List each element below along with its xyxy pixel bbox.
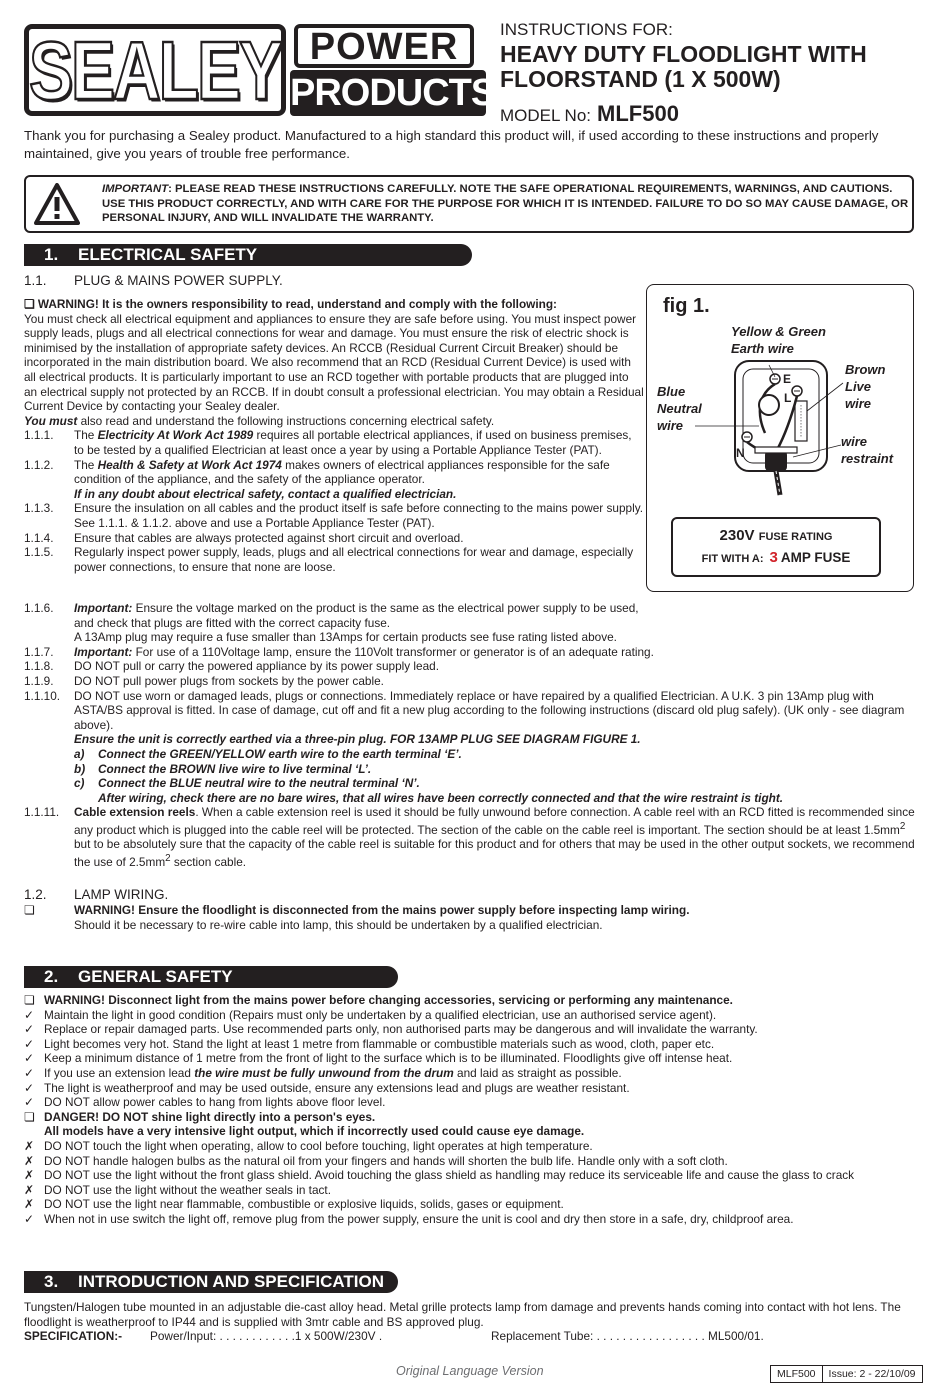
- safety-list-item: [24, 1124, 924, 1139]
- section-2-title: GENERAL SAFETY: [78, 967, 233, 986]
- owner-warning: ❏ WARNING! It is the owners responsibility to read, understand and comply with the following:: [24, 297, 557, 311]
- fit-with-text: FIT WITH A:: [701, 553, 764, 565]
- important-label: Important:: [74, 601, 133, 615]
- subsection-number: 1.2.: [24, 887, 47, 902]
- safety-list-item: [24, 1051, 924, 1066]
- safety-marker-icon: ✗: [24, 1182, 34, 1197]
- item-text: Ensure the insulation on all cables and the product itself is safe before connecting to the mains power supply. See 1.1.1. & 1.1.2. above and use a Portable Appliance Tester (PAT).: [74, 501, 643, 530]
- important-notice: [24, 175, 914, 233]
- fuse-amp-value: 3: [769, 549, 778, 566]
- subsection-number: 1.1.: [24, 273, 47, 288]
- item-text: . When a cable extension reel is used it should be fully unwound before connection. A cable reel with an RCD fitted is recommended since any product which is plugged into the cable reel will be protected. The section of the cable on the cable reel is important. The section should be at least 1.5mm: [74, 805, 915, 837]
- logo-power-text: POWER: [294, 24, 474, 68]
- safety-list-item: [24, 1168, 924, 1183]
- safety-list-item: [24, 1081, 924, 1096]
- issue-box: [770, 1365, 923, 1383]
- item-text: DO NOT pull power plugs from sockets by the power cable.: [74, 673, 384, 688]
- item-text: requires all portable electrical appliances, if used on business premises, to be tested by a qualified Electrician at least once a year by using a Portable Appliance Tester (PAT).: [74, 428, 632, 457]
- safety-item-text: Keep a minimum distance of 1 metre from the front of light to the surface which is to be illuminated. Floodlights give off intense heat.: [44, 1051, 733, 1066]
- model-label: MODEL No:: [500, 106, 592, 125]
- safety-marker-icon: ✗: [24, 1153, 34, 1168]
- title-line-1: HEAVY DUTY FLOODLIGHT WITH: [500, 41, 867, 67]
- item-1-1-8: [24, 659, 924, 674]
- fuse-rating-line: [673, 527, 879, 544]
- safety-list-item: [24, 1139, 924, 1154]
- safety-marker-icon: ✓: [24, 1051, 34, 1066]
- safety-list-item: [24, 1066, 924, 1081]
- specification-line: [24, 1329, 904, 1344]
- item-1-1-3: [24, 501, 644, 530]
- cable-reels-label: Cable extension reels: [74, 805, 196, 820]
- safety-list-item: [24, 993, 924, 1008]
- safety-item-text: The light is weatherproof and may be used outside, ensure any extensions lead and plugs are weather resistant.: [44, 1080, 630, 1095]
- section-3-heading: [24, 1271, 398, 1293]
- section-3-number: 3.: [44, 1272, 59, 1291]
- safety-list-item: [24, 1197, 924, 1212]
- specification-body: [24, 1300, 904, 1344]
- item-text: The: [74, 457, 98, 472]
- safety-item-text: All models have a very intensive light output, which if incorrectly used could cause eye damage.: [44, 1124, 585, 1139]
- item-text: Ensure the unit is correctly earthed via a three-pin plug. FOR 13AMP PLUG SEE DIAGRAM FIGURE 1.: [74, 732, 641, 747]
- safety-item-text: Replace or repair damaged parts. Use recommended parts only, non authorised parts may be dangerous and will invalidate the warranty.: [44, 1022, 758, 1037]
- item-1-1-11: [24, 805, 924, 869]
- safety-item-text: DO NOT allow power cables to hang from lights above floor level.: [44, 1095, 386, 1110]
- safety-marker-icon: ✓: [24, 1065, 34, 1080]
- safety-marker-icon: ✓: [24, 1022, 34, 1037]
- important-label: Important:: [74, 644, 133, 659]
- specification-label: [24, 1329, 122, 1344]
- spec-replacement-tube: Replacement Tube: . . . . . . . . . . . . . . . . . ML500/01.: [491, 1329, 764, 1344]
- item-key: 1.1.7.: [24, 644, 54, 659]
- step-text: Connect the BLUE neutral wire to the neutral terminal ‘N’.: [98, 776, 420, 791]
- safety-list-item: [24, 1022, 924, 1037]
- neutral-wire-label: Blue Neutral wire: [657, 384, 702, 433]
- section-2-heading: [24, 966, 398, 988]
- safety-list-item: [24, 1037, 924, 1052]
- spec-label-text: SPECIFICATION: [24, 1329, 115, 1344]
- intro-text: Thank you for purchasing a Sealey product. Manufactured to a high standard this product will, if used according to these instructions and properly maintained, give you years of trouble free performance.: [24, 128, 879, 161]
- safety-list-item: [24, 1183, 924, 1198]
- warning-box-icon: ❏: [24, 903, 35, 917]
- fuse-rating-text: FUSE RATING: [758, 531, 833, 543]
- safety-marker-icon: ✓: [24, 1095, 34, 1110]
- safety-list-item: [24, 1110, 924, 1125]
- item-key: 1.1.3.: [24, 501, 54, 516]
- safety-item-text: DO NOT use the light without the weather seals in tact.: [44, 1182, 331, 1197]
- terminal-n-label: N: [736, 446, 745, 460]
- electrical-check-paragraph: You must check all electrical equipment and appliances to ensure they are safe before using. You must inspect power supply leads, plugs and all electrical connections for wear and damage. You must ensure the risk of electric shock is minimised by the installation of appropriate safety devices. An RCCB (Residual Current Circuit Breaker) should be incorporated in the main distribution board. We also recommend that an RCD (Residual Current Device) is used with all electrical products. It is particularly important to use an RCD together with portable products that are plugged into an electrical supply not protected by an RCCB. If in doubt consult a professional electrician. You may obtain a Residual Current Device by contacting your Sealey dealer.: [24, 311, 644, 414]
- wire-restraint-label: wire restraint: [841, 434, 894, 466]
- lamp-wiring-body: [24, 903, 924, 932]
- logo-products-text: PRODUCTS: [290, 72, 496, 114]
- section-1-number: 1.: [44, 245, 59, 264]
- must-lead: You must: [24, 413, 78, 428]
- safety-marker-icon: ❏: [24, 1109, 35, 1124]
- fuse-voltage: 230V: [719, 527, 755, 544]
- section-1-title: ELECTRICAL SAFETY: [78, 245, 258, 264]
- footer-issue: Issue: 2 - 22/10/09: [822, 1366, 922, 1382]
- item-1-1-9: [24, 674, 924, 689]
- safety-list-item: [24, 1095, 924, 1110]
- safety-item-text: When not in use switch the light off, remove plug from the power supply, ensure the unit is cool and dry then store in a safe, dry, childproof area.: [44, 1211, 794, 1226]
- fit-with-line: [673, 549, 879, 566]
- safety-item-text: If you use an extension lead: [44, 1065, 195, 1080]
- earthing-instruction: [24, 732, 924, 747]
- model-value: MLF500: [597, 101, 679, 126]
- safety-item-text: and laid as straight as possible.: [453, 1065, 622, 1080]
- safety-item-text: Light becomes very hot. Stand the light at least 1 metre from flammable or combustible materials such as wood, cloth, paper etc.: [44, 1036, 715, 1051]
- sealey-logo: [24, 24, 286, 116]
- item-1-1-1: [24, 428, 644, 457]
- title-line-2: FLOORSTAND (1 X 500W): [500, 66, 781, 92]
- subsection-1-1-heading: [24, 273, 283, 288]
- safety-item-text: DANGER! DO NOT shine light directly into a person's eyes.: [44, 1109, 376, 1124]
- safety-item-text: DO NOT handle halogen bulbs as the natural oil from your fingers and hands will shorten the bulb life. Handle only with a soft cloth.: [44, 1153, 728, 1168]
- item-key: 1.1.8.: [24, 659, 54, 674]
- item-key: 1.1.9.: [24, 673, 54, 688]
- step-text: Connect the GREEN/YELLOW earth wire to the earth terminal ‘E’.: [98, 746, 462, 761]
- model-number: [500, 101, 679, 127]
- general-safety-list: [24, 993, 924, 1227]
- item-text: For use of a 110Voltage lamp, ensure the 110Volt transformer or generator is of an adequate rating.: [132, 644, 654, 659]
- item-key: 1.1.11.: [24, 805, 60, 820]
- item-text: but to be absolutely sure that the capacity of the cable reel is suitable for this product and for others that may be used in the other output sockets, we recommend the use of 2.5mm: [74, 837, 915, 869]
- item-text: section cable.: [170, 854, 247, 869]
- item-text: Ensure the voltage marked on the product is the same as the electrical power supply to be used, and check that plugs are fitted with the correct capacity fuse.: [74, 601, 639, 630]
- important-text: [102, 182, 910, 226]
- section-1-1-body-top: [24, 297, 644, 574]
- safety-item-text: DO NOT use the light without the front glass shield. Avoid touching the glass shield as handling may reduce its serviceable life and cause the glass to crack: [44, 1168, 855, 1183]
- item-text: DO NOT pull or carry the powered appliance by its power supply lead.: [74, 659, 440, 674]
- live-wire-label: Brown Live wire: [845, 362, 886, 411]
- section-3-title: INTRODUCTION AND SPECIFICATION: [78, 1272, 384, 1291]
- product-description: Tungsten/Halogen tube mounted in an adjustable die-cast alloy head. Metal grille protects lamp from damage and prevents hands coming into contact with hot lens. The floodlight is weatherproof to IP44 and is supplied with 3mtr cable and BS approved plug.: [24, 1300, 901, 1329]
- figure-label: fig 1.: [663, 295, 710, 317]
- document-title: [500, 42, 867, 92]
- footer-model: MLF500: [777, 1368, 816, 1380]
- spec-power: Power/Input: . . . . . . . . . . . .1 x 500W/230V .: [150, 1329, 383, 1344]
- step-key: c): [74, 776, 85, 791]
- subsection-1-2-heading: [24, 887, 168, 902]
- must-text: also read and understand the following instructions concerning electrical safety.: [77, 413, 495, 428]
- subsection-title: LAMP WIRING.: [74, 887, 169, 902]
- safety-marker-icon: ❏: [24, 993, 35, 1007]
- item-text: A 13Amp plug may require a fuse smaller than 13Amps for certain products see fuse rating listed above.: [74, 630, 617, 645]
- safety-marker-icon: ✓: [24, 1007, 34, 1022]
- safety-list-item: [24, 1154, 924, 1169]
- safety-marker-icon: ✓: [24, 1080, 34, 1095]
- step-key: b): [74, 761, 86, 776]
- earth-wire-label: Yellow & Green Earth wire: [731, 324, 826, 356]
- item-1-1-6: [24, 601, 644, 630]
- wiring-step-b: [24, 762, 924, 777]
- fuse-rating-box: [671, 517, 881, 577]
- warning-triangle-icon: [34, 183, 80, 225]
- item-text: Regularly inspect power supply, leads, plugs and all electrical connections for wear and damage, especially power connections, to ensure that none are loose.: [74, 545, 634, 574]
- act-name: Electricity At Work Act 1989: [97, 428, 254, 443]
- item-1-1-5: [24, 545, 644, 574]
- power-products-logo: [290, 24, 496, 116]
- important-body: : PLEASE READ THESE INSTRUCTIONS CAREFULLY. NOTE THE SAFE OPERATIONAL REQUIREMENTS, WARNINGS, AND CAUTIONS. USE THIS PRODUCT CORRECTLY, AND WITH CARE FOR THE PURPOSE FOR WHICH IT IS INTENDED. FAILURE TO DO SO MAY CAUSE DAMAGE, OR PERSONAL INJURY, AND WILL INVALIDATE THE WARRANTY.: [102, 183, 909, 224]
- safety-item-text: WARNING! Disconnect light from the mains power before changing accessories, servicing or performing any maintenance.: [44, 993, 733, 1007]
- item-1-1-2: [24, 458, 644, 502]
- item-text: After wiring, check there are no bare wires, that all wires have been correctly connected and that the wire restraint is tight.: [98, 790, 784, 805]
- item-1-1-4: [24, 531, 644, 546]
- item-text: WARNING! Ensure the floodlight is disconnected from the mains power supply before inspecting lamp wiring.: [74, 903, 690, 917]
- safety-marker-icon: ✗: [24, 1197, 34, 1212]
- important-lead: IMPORTANT: [102, 183, 169, 195]
- lamp-wiring-note: Should it be necessary to re-wire cable into lamp, this should be undertaken by a qualified electrician.: [74, 917, 603, 932]
- section-1-heading: [24, 244, 472, 266]
- section-1-1-body-bottom: [24, 601, 924, 870]
- terminal-e-label: E: [783, 372, 792, 386]
- safety-marker-icon: ✓: [24, 1036, 34, 1051]
- safety-marker-icon: ✗: [24, 1168, 34, 1183]
- item-key: 1.1.5.: [24, 545, 54, 560]
- lamp-wiring-warning: [24, 903, 924, 918]
- safety-item-emphasis: the wire must be fully unwound from the drum: [194, 1065, 454, 1080]
- section-2-number: 2.: [44, 967, 59, 986]
- item-text: The: [74, 428, 98, 443]
- step-key: a): [74, 746, 85, 761]
- safety-list-item: [24, 1212, 924, 1227]
- spec-sep: :-: [114, 1329, 123, 1344]
- superscript: 2: [165, 853, 171, 865]
- wiring-step-a: [24, 747, 924, 762]
- item-text: Ensure that cables are always protected against short circuit and overload.: [74, 530, 464, 545]
- item-key: 1.1.4.: [24, 530, 54, 545]
- safety-item-text: Maintain the light in good condition (Repairs must only be undertaken by a qualified electrician, use an authorised service agent).: [44, 1007, 717, 1022]
- plug-diagram-icon: [647, 285, 915, 515]
- safety-marker-icon: ✗: [24, 1138, 34, 1153]
- item-text: makes owners of electrical appliances responsible for the safe condition of the appliance, and the safety of the appliance operator.: [74, 457, 610, 487]
- wiring-step-c: [24, 776, 924, 791]
- item-1-1-7: [24, 645, 924, 660]
- item-text: DO NOT use worn or damaged leads, plugs or connections. Immediately replace or have repaired by a qualified Electrician. A U.K. 3 pin 13Amp plug with ASTA/BS approval is fitted. In case of damage, cut off and fit a new plug according to the following instructions (discard old plug safely). (UK only - see diagram above).: [74, 688, 905, 732]
- logo-brand-text: SEALEY: [28, 23, 282, 117]
- act-name: Health & Safety at Work Act 1974: [97, 457, 282, 472]
- step-text: Connect the BROWN live wire to live terminal ‘L’.: [98, 761, 372, 776]
- safety-list-item: [24, 1008, 924, 1023]
- item-key: 1.1.1.: [24, 428, 54, 443]
- item-key: 1.1.10.: [24, 688, 61, 703]
- item-key: 1.1.6.: [24, 601, 54, 615]
- amp-fuse-text: AMP FUSE: [780, 550, 851, 565]
- item-1-1-10: [24, 689, 924, 733]
- superscript: 2: [899, 820, 906, 832]
- plug-wiring-figure: [646, 284, 914, 592]
- subsection-title: PLUG & MAINS POWER SUPPLY.: [74, 273, 283, 288]
- terminal-l-label: L: [784, 391, 792, 405]
- must-read-line: [24, 414, 644, 429]
- safety-marker-icon: ✓: [24, 1211, 34, 1226]
- item-key: 1.1.2.: [24, 457, 54, 472]
- instructions-for-label: INSTRUCTIONS FOR:: [500, 20, 673, 39]
- safety-item-text: DO NOT use the light near flammable, combustible or explosive liquids, solids, gases or equipment.: [44, 1197, 564, 1212]
- safety-item-text: DO NOT touch the light when operating, allow to cool before touching, light operates at high temperature.: [44, 1138, 593, 1153]
- original-language-note: Original Language Version: [396, 1364, 544, 1378]
- after-wiring-check: [24, 791, 924, 806]
- item-1-1-6-note: [24, 630, 924, 645]
- contact-electrician-note: If in any doubt about electrical safety, contact a qualified electrician.: [74, 486, 457, 501]
